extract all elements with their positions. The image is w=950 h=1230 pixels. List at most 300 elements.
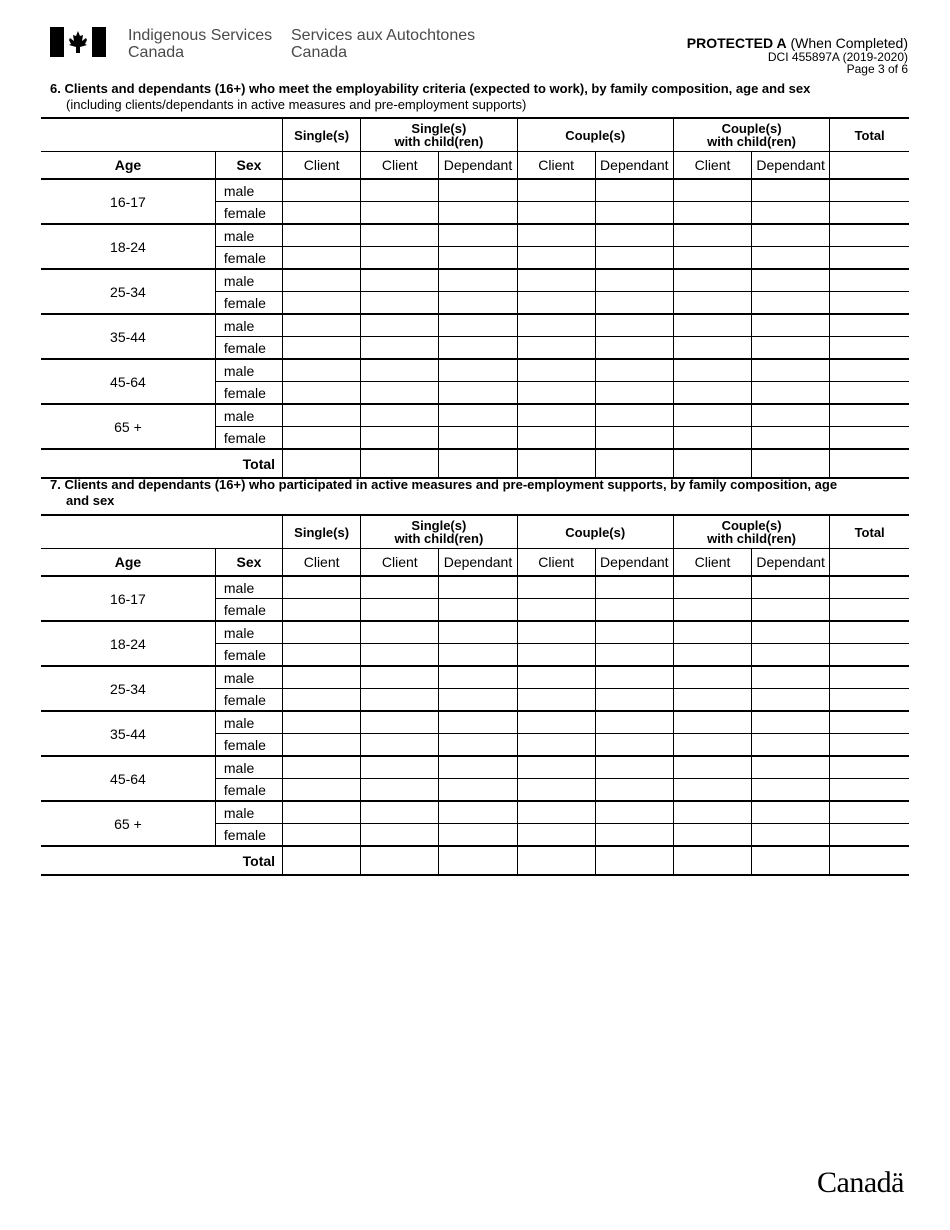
- entry-cell[interactable]: [517, 644, 595, 667]
- entry-cell[interactable]: [283, 314, 361, 337]
- entry-cell[interactable]: [439, 202, 517, 225]
- table-row: [41, 576, 909, 599]
- age-group-label: 45-64: [41, 756, 215, 801]
- entry-cell[interactable]: [361, 756, 439, 779]
- form-number: DCI 455897A (2019-2020): [767, 50, 908, 64]
- table-row: [41, 269, 909, 292]
- entry-cell[interactable]: [673, 269, 751, 292]
- entry-cell[interactable]: [283, 292, 361, 315]
- column-header-total-blank: [830, 152, 909, 180]
- entry-cell[interactable]: [752, 382, 830, 405]
- table-row: [41, 666, 909, 689]
- entry-cell[interactable]: [439, 359, 517, 382]
- entry-cell[interactable]: [595, 314, 673, 337]
- entry-cell[interactable]: [439, 689, 517, 712]
- sex-label: female: [215, 734, 282, 757]
- entry-cell[interactable]: [283, 404, 361, 427]
- section-6-table: [41, 117, 909, 479]
- entry-cell[interactable]: [439, 599, 517, 622]
- entry-cell[interactable]: [673, 247, 751, 270]
- age-group-label: 16-17: [41, 179, 215, 224]
- sex-label: male: [215, 314, 282, 337]
- age-group-label: 65 +: [41, 801, 215, 846]
- column-header-total-blank: [830, 549, 909, 577]
- entry-cell[interactable]: [830, 666, 909, 689]
- entry-cell[interactable]: [517, 179, 595, 202]
- protected-note: (When Completed): [790, 35, 908, 51]
- entry-cell[interactable]: [361, 337, 439, 360]
- entry-cell[interactable]: [517, 824, 595, 847]
- entry-cell[interactable]: [595, 666, 673, 689]
- entry-cell[interactable]: [830, 711, 909, 734]
- entry-cell[interactable]: [830, 779, 909, 802]
- entry-cell[interactable]: [517, 756, 595, 779]
- entry-cell[interactable]: [361, 382, 439, 405]
- entry-cell[interactable]: [830, 202, 909, 225]
- entry-cell[interactable]: [517, 666, 595, 689]
- entry-cell[interactable]: [830, 621, 909, 644]
- entry-cell[interactable]: [439, 621, 517, 644]
- entry-cell[interactable]: [517, 404, 595, 427]
- entry-cell[interactable]: [752, 179, 830, 202]
- entry-cell[interactable]: [673, 314, 751, 337]
- entry-cell[interactable]: [595, 404, 673, 427]
- entry-cell[interactable]: [361, 644, 439, 667]
- entry-cell[interactable]: [595, 756, 673, 779]
- entry-cell[interactable]: [361, 689, 439, 712]
- entry-cell[interactable]: [517, 247, 595, 270]
- column-header-dependant: Dependant: [595, 549, 673, 577]
- sex-label: male: [215, 801, 282, 824]
- entry-cell[interactable]: [752, 621, 830, 644]
- entry-cell[interactable]: [752, 247, 830, 270]
- column-header-sex: Sex: [215, 152, 282, 180]
- entry-cell[interactable]: [595, 337, 673, 360]
- entry-cell[interactable]: [830, 689, 909, 712]
- entry-cell[interactable]: [361, 576, 439, 599]
- entry-cell[interactable]: [517, 779, 595, 802]
- entry-cell[interactable]: [595, 269, 673, 292]
- column-header-client: Client: [361, 549, 439, 577]
- column-header-client: Client: [283, 152, 361, 180]
- entry-cell[interactable]: [283, 779, 361, 802]
- entry-cell[interactable]: [673, 689, 751, 712]
- entry-cell[interactable]: [830, 599, 909, 622]
- entry-cell[interactable]: [595, 621, 673, 644]
- entry-cell[interactable]: [752, 576, 830, 599]
- entry-cell[interactable]: [752, 359, 830, 382]
- entry-cell[interactable]: [830, 576, 909, 599]
- entry-cell[interactable]: [752, 404, 830, 427]
- sex-label: female: [215, 644, 282, 667]
- column-header-sex: Sex: [215, 549, 282, 577]
- section-6-heading: 6. Clients and dependants (16+) who meet the employability criteria (expected to work), by family composition, age and sex (including clients/dependants in active measures and pre-employment supports): [50, 81, 811, 112]
- group-header-total: Total: [830, 118, 909, 152]
- entry-cell[interactable]: [283, 644, 361, 667]
- entry-cell[interactable]: [439, 224, 517, 247]
- entry-cell[interactable]: [673, 779, 751, 802]
- entry-cell[interactable]: [752, 666, 830, 689]
- entry-cell[interactable]: [361, 224, 439, 247]
- sex-label: female: [215, 382, 282, 405]
- sex-label: female: [215, 202, 282, 225]
- group-header-singles-with-children: Single(s) with child(ren): [361, 118, 517, 152]
- entry-cell[interactable]: [361, 734, 439, 757]
- column-header-client: Client: [361, 152, 439, 180]
- entry-cell[interactable]: [283, 734, 361, 757]
- column-header-client: Client: [673, 152, 751, 180]
- entry-cell[interactable]: [673, 404, 751, 427]
- entry-cell[interactable]: [361, 711, 439, 734]
- entry-cell[interactable]: [517, 801, 595, 824]
- entry-cell[interactable]: [752, 756, 830, 779]
- group-header-couples-with-children: Couple(s) with child(ren): [673, 118, 829, 152]
- sex-label: male: [215, 359, 282, 382]
- entry-cell[interactable]: [595, 576, 673, 599]
- table-row: [41, 224, 909, 247]
- entry-cell[interactable]: [283, 756, 361, 779]
- entry-cell[interactable]: [830, 314, 909, 337]
- table-row: [41, 756, 909, 779]
- age-group-label: 35-44: [41, 711, 215, 756]
- sex-label: female: [215, 247, 282, 270]
- entry-cell[interactable]: [283, 666, 361, 689]
- age-group-label: 18-24: [41, 224, 215, 269]
- entry-cell[interactable]: [439, 644, 517, 667]
- entry-cell[interactable]: [595, 382, 673, 405]
- entry-cell[interactable]: [283, 824, 361, 847]
- entry-cell[interactable]: [361, 247, 439, 270]
- entry-cell[interactable]: [283, 179, 361, 202]
- entry-cell[interactable]: [439, 779, 517, 802]
- entry-cell[interactable]: [361, 449, 439, 478]
- entry-cell[interactable]: [595, 359, 673, 382]
- total-row: [41, 449, 909, 478]
- entry-cell[interactable]: [752, 689, 830, 712]
- column-header-dependant: Dependant: [752, 549, 830, 577]
- entry-cell[interactable]: [752, 734, 830, 757]
- entry-cell[interactable]: [752, 269, 830, 292]
- sex-label: female: [215, 689, 282, 712]
- entry-cell[interactable]: [517, 224, 595, 247]
- entry-cell[interactable]: [361, 599, 439, 622]
- entry-cell[interactable]: [752, 449, 830, 478]
- entry-cell[interactable]: [283, 711, 361, 734]
- entry-cell[interactable]: [283, 224, 361, 247]
- entry-cell[interactable]: [361, 179, 439, 202]
- entry-cell[interactable]: [673, 801, 751, 824]
- entry-cell[interactable]: [517, 711, 595, 734]
- entry-cell[interactable]: [439, 846, 517, 875]
- entry-cell[interactable]: [752, 224, 830, 247]
- entry-cell[interactable]: [361, 666, 439, 689]
- entry-cell[interactable]: [439, 449, 517, 478]
- entry-cell[interactable]: [595, 779, 673, 802]
- entry-cell[interactable]: [439, 734, 517, 757]
- entry-cell[interactable]: [830, 846, 909, 875]
- column-header-client: Client: [283, 549, 361, 577]
- entry-cell[interactable]: [439, 404, 517, 427]
- entry-cell[interactable]: [673, 666, 751, 689]
- blank-header-cell: [41, 515, 283, 549]
- entry-cell[interactable]: [752, 337, 830, 360]
- entry-cell[interactable]: [283, 621, 361, 644]
- entry-cell[interactable]: [283, 801, 361, 824]
- entry-cell[interactable]: [517, 269, 595, 292]
- entry-cell[interactable]: [361, 202, 439, 225]
- sex-label: male: [215, 179, 282, 202]
- entry-cell[interactable]: [361, 314, 439, 337]
- age-group-label: 16-17: [41, 576, 215, 621]
- entry-cell[interactable]: [752, 292, 830, 315]
- entry-cell[interactable]: [752, 202, 830, 225]
- entry-cell[interactable]: [673, 427, 751, 450]
- entry-cell[interactable]: [673, 292, 751, 315]
- entry-cell[interactable]: [439, 179, 517, 202]
- age-group-label: 18-24: [41, 621, 215, 666]
- entry-cell[interactable]: [673, 382, 751, 405]
- entry-cell[interactable]: [830, 269, 909, 292]
- entry-cell[interactable]: [283, 269, 361, 292]
- entry-cell[interactable]: [283, 427, 361, 450]
- section-7-table: [41, 514, 909, 876]
- entry-cell[interactable]: [830, 382, 909, 405]
- entry-cell[interactable]: [673, 824, 751, 847]
- entry-cell[interactable]: [283, 382, 361, 405]
- entry-cell[interactable]: [439, 824, 517, 847]
- entry-cell[interactable]: [673, 846, 751, 875]
- total-row-label: Total: [41, 449, 283, 478]
- entry-cell[interactable]: [283, 202, 361, 225]
- entry-cell[interactable]: [283, 846, 361, 875]
- entry-cell[interactable]: [830, 179, 909, 202]
- group-header-singles-with-children: Single(s) with child(ren): [361, 515, 517, 549]
- entry-cell[interactable]: [595, 824, 673, 847]
- entry-cell[interactable]: [830, 337, 909, 360]
- entry-cell[interactable]: [673, 179, 751, 202]
- entry-cell[interactable]: [595, 247, 673, 270]
- age-group-label: 45-64: [41, 359, 215, 404]
- entry-cell[interactable]: [439, 666, 517, 689]
- sex-label: female: [215, 337, 282, 360]
- entry-cell[interactable]: [830, 404, 909, 427]
- entry-cell[interactable]: [517, 382, 595, 405]
- entry-cell[interactable]: [283, 689, 361, 712]
- entry-cell[interactable]: [517, 449, 595, 478]
- entry-cell[interactable]: [517, 734, 595, 757]
- sex-label: male: [215, 711, 282, 734]
- entry-cell[interactable]: [439, 427, 517, 450]
- entry-cell[interactable]: [752, 314, 830, 337]
- entry-cell[interactable]: [439, 247, 517, 270]
- entry-cell[interactable]: [830, 824, 909, 847]
- entry-cell[interactable]: [439, 756, 517, 779]
- group-header-total: Total: [830, 515, 909, 549]
- entry-cell[interactable]: [595, 449, 673, 478]
- table-row: [41, 404, 909, 427]
- entry-cell[interactable]: [752, 801, 830, 824]
- sex-label: male: [215, 756, 282, 779]
- entry-cell[interactable]: [439, 576, 517, 599]
- table-row: [41, 179, 909, 202]
- entry-cell[interactable]: [673, 621, 751, 644]
- entry-cell[interactable]: [595, 202, 673, 225]
- entry-cell[interactable]: [673, 449, 751, 478]
- column-header-client: Client: [517, 549, 595, 577]
- sex-label: male: [215, 269, 282, 292]
- entry-cell[interactable]: [439, 801, 517, 824]
- group-header-couples-with-children: Couple(s) with child(ren): [673, 515, 829, 549]
- age-group-label: 25-34: [41, 269, 215, 314]
- entry-cell[interactable]: [830, 644, 909, 667]
- entry-cell[interactable]: [595, 689, 673, 712]
- entry-cell[interactable]: [673, 734, 751, 757]
- entry-cell[interactable]: [830, 801, 909, 824]
- sex-label: male: [215, 576, 282, 599]
- group-header-singles: Single(s): [283, 515, 361, 549]
- group-header-couples: Couple(s): [517, 118, 673, 152]
- entry-cell[interactable]: [752, 779, 830, 802]
- entry-cell[interactable]: [595, 711, 673, 734]
- entry-cell[interactable]: [673, 337, 751, 360]
- entry-cell[interactable]: [283, 576, 361, 599]
- entry-cell[interactable]: [595, 644, 673, 667]
- table-row: [41, 801, 909, 824]
- page-info: Page 3 of 6: [846, 62, 908, 76]
- entry-cell[interactable]: [439, 337, 517, 360]
- blank-header-cell: [41, 118, 283, 152]
- column-header-age: Age: [41, 152, 215, 180]
- entry-cell[interactable]: [439, 314, 517, 337]
- table-row: [41, 711, 909, 734]
- sex-label: female: [215, 779, 282, 802]
- entry-cell[interactable]: [439, 382, 517, 405]
- entry-cell[interactable]: [361, 269, 439, 292]
- entry-cell[interactable]: [517, 576, 595, 599]
- entry-cell[interactable]: [517, 292, 595, 315]
- entry-cell[interactable]: [673, 224, 751, 247]
- entry-cell[interactable]: [517, 202, 595, 225]
- entry-cell[interactable]: [673, 359, 751, 382]
- entry-cell[interactable]: [361, 824, 439, 847]
- sex-label: male: [215, 404, 282, 427]
- entry-cell[interactable]: [673, 756, 751, 779]
- table-row: [41, 621, 909, 644]
- entry-cell[interactable]: [595, 427, 673, 450]
- entry-cell[interactable]: [752, 846, 830, 875]
- entry-cell[interactable]: [517, 359, 595, 382]
- sex-label: male: [215, 621, 282, 644]
- entry-cell[interactable]: [595, 599, 673, 622]
- column-header-dependant: Dependant: [439, 549, 517, 577]
- entry-cell[interactable]: [673, 599, 751, 622]
- entry-cell[interactable]: [752, 599, 830, 622]
- total-row-label: Total: [41, 846, 283, 875]
- entry-cell[interactable]: [595, 846, 673, 875]
- entry-cell[interactable]: [673, 202, 751, 225]
- entry-cell[interactable]: [595, 734, 673, 757]
- group-header-singles: Single(s): [283, 118, 361, 152]
- column-header-age: Age: [41, 549, 215, 577]
- entry-cell[interactable]: [361, 779, 439, 802]
- entry-cell[interactable]: [830, 359, 909, 382]
- entry-cell[interactable]: [361, 846, 439, 875]
- entry-cell[interactable]: [517, 599, 595, 622]
- table-row: [41, 314, 909, 337]
- entry-cell[interactable]: [361, 292, 439, 315]
- entry-cell[interactable]: [752, 644, 830, 667]
- entry-cell[interactable]: [361, 801, 439, 824]
- entry-cell[interactable]: [439, 269, 517, 292]
- age-group-label: 25-34: [41, 666, 215, 711]
- entry-cell[interactable]: [595, 179, 673, 202]
- sex-label: female: [215, 599, 282, 622]
- protected-label: PROTECTED A: [686, 35, 787, 51]
- entry-cell[interactable]: [830, 449, 909, 478]
- column-header-dependant: Dependant: [439, 152, 517, 180]
- entry-cell[interactable]: [517, 314, 595, 337]
- total-row: [41, 846, 909, 875]
- entry-cell[interactable]: [283, 359, 361, 382]
- entry-cell[interactable]: [283, 449, 361, 478]
- entry-cell[interactable]: [361, 359, 439, 382]
- entry-cell[interactable]: [830, 756, 909, 779]
- column-header-client: Client: [673, 549, 751, 577]
- entry-cell[interactable]: [830, 292, 909, 315]
- entry-cell[interactable]: [752, 427, 830, 450]
- entry-cell[interactable]: [517, 427, 595, 450]
- entry-cell[interactable]: [361, 427, 439, 450]
- column-header-client: Client: [517, 152, 595, 180]
- entry-cell[interactable]: [283, 599, 361, 622]
- entry-cell[interactable]: [673, 711, 751, 734]
- entry-cell[interactable]: [595, 801, 673, 824]
- entry-cell[interactable]: [830, 224, 909, 247]
- entry-cell[interactable]: [830, 734, 909, 757]
- sex-label: female: [215, 292, 282, 315]
- entry-cell[interactable]: [283, 247, 361, 270]
- canada-flag-icon: [50, 27, 106, 57]
- entry-cell[interactable]: [752, 824, 830, 847]
- entry-cell[interactable]: [517, 621, 595, 644]
- age-group-label: 65 +: [41, 404, 215, 449]
- group-header-couples: Couple(s): [517, 515, 673, 549]
- entry-cell[interactable]: [283, 337, 361, 360]
- entry-cell[interactable]: [830, 247, 909, 270]
- column-header-dependant: Dependant: [595, 152, 673, 180]
- entry-cell[interactable]: [361, 621, 439, 644]
- sex-label: female: [215, 824, 282, 847]
- entry-cell[interactable]: [517, 846, 595, 875]
- section-7-heading: 7. Clients and dependants (16+) who participated in active measures and pre-employment supports, by family composition, age and sex: [50, 477, 838, 508]
- sex-label: male: [215, 224, 282, 247]
- entry-cell[interactable]: [517, 337, 595, 360]
- column-header-dependant: Dependant: [752, 152, 830, 180]
- entry-cell[interactable]: [361, 404, 439, 427]
- entry-cell[interactable]: [673, 644, 751, 667]
- entry-cell[interactable]: [595, 224, 673, 247]
- entry-cell[interactable]: [517, 689, 595, 712]
- sex-label: female: [215, 427, 282, 450]
- entry-cell[interactable]: [439, 711, 517, 734]
- entry-cell[interactable]: [752, 711, 830, 734]
- entry-cell[interactable]: [595, 292, 673, 315]
- entry-cell[interactable]: [439, 292, 517, 315]
- entry-cell[interactable]: [673, 576, 751, 599]
- sex-label: male: [215, 666, 282, 689]
- protection-block: [687, 36, 908, 75]
- entry-cell[interactable]: [830, 427, 909, 450]
